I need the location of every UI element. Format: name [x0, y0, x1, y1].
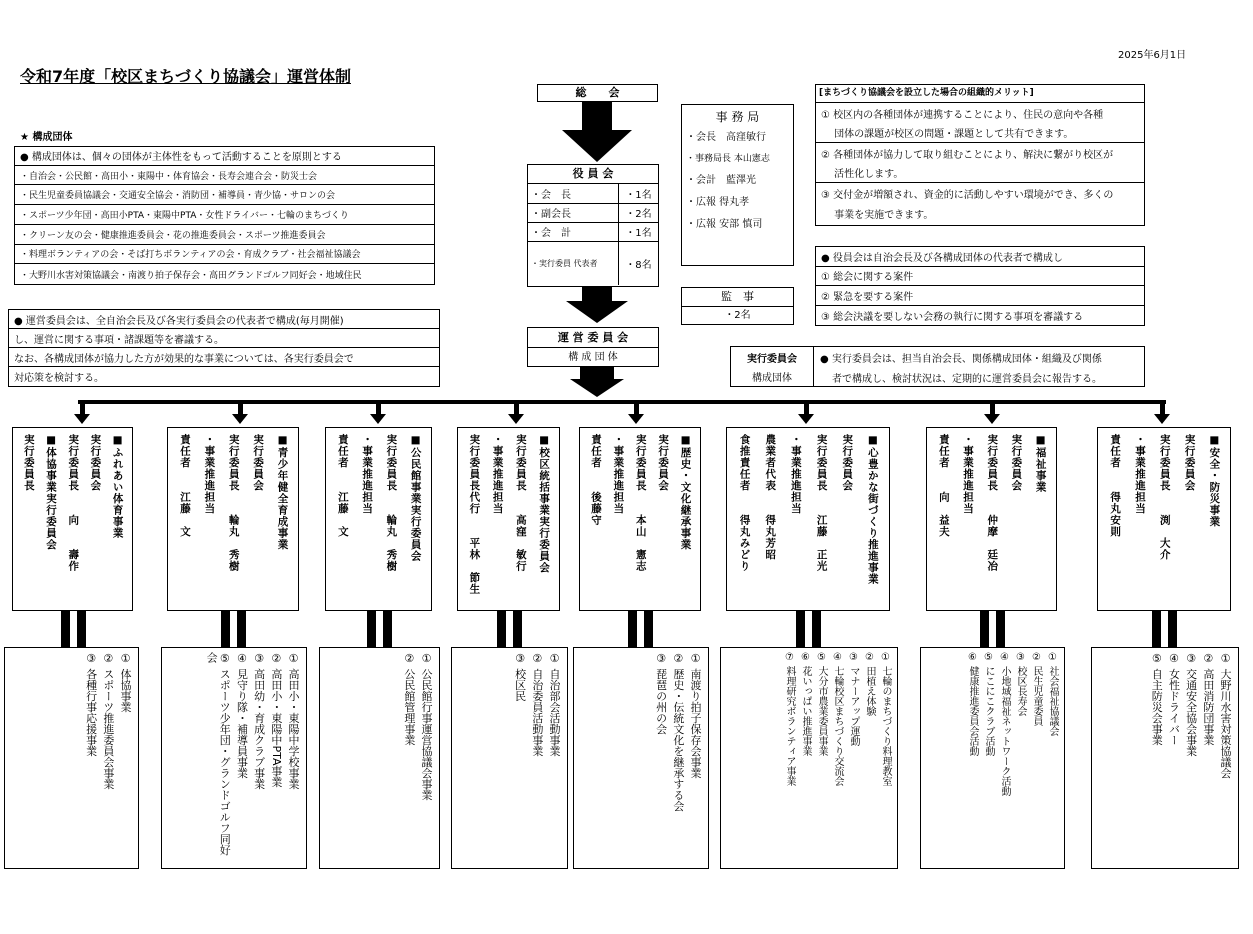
committee-text: 実行委員会: [841, 434, 854, 492]
project-item: ③ 校区民: [513, 652, 527, 702]
yakuin-count: ・8名: [625, 259, 652, 271]
project-item: ③ 琵琶の州の会: [654, 652, 668, 735]
committee-text: ■校区統括事業実行委員会: [538, 434, 551, 574]
yakuin-note-line: ② 緊急を要する案件: [816, 286, 1144, 306]
arrow-down-icon: [370, 414, 386, 424]
yakuin-count: ・2名: [625, 209, 652, 220]
committee-text: 実行委員長 輪丸 秀樹: [385, 434, 398, 572]
yakuin-note-line: ① 総会に関する案件: [816, 267, 1144, 287]
committee-text: 実行委員長 仲摩 廷冶: [986, 434, 999, 572]
arrow-down-icon: [508, 414, 524, 424]
project-item: ③ マナーアップ運動: [848, 652, 859, 747]
unei-box: [527, 327, 659, 367]
committee-text: ■青少年健全育成事業: [276, 434, 289, 551]
connector-bar: [367, 611, 376, 647]
project-item: ② 歴史・伝統文化を継承する会: [671, 652, 685, 812]
jimukyoku-member: ・会計 藍澤光: [686, 175, 756, 186]
connector-bar: [996, 611, 1005, 647]
committee-text: ■体協事業実行委員会: [45, 434, 58, 551]
connector-bar: [237, 611, 246, 647]
jimukyoku-member: ・会長 高窪敏行: [686, 132, 766, 143]
committee-box: [12, 427, 133, 611]
yakuin-note-line: ③ 総会決議を要しない会務の執行に関する事項を審議する: [821, 311, 1084, 323]
project-item: ② 田植え体験: [864, 652, 875, 717]
project-item: ① 自治部会活動事業: [548, 652, 561, 757]
members-row: ・自治会・公民館・高田小・東陽中・体育協会・長寿会連合会・防災士会: [15, 166, 434, 186]
committee-box: [325, 427, 432, 611]
unei-sub: 構 成 団 体: [568, 352, 618, 363]
connector-bar: [812, 611, 821, 647]
committee-box: [457, 427, 560, 611]
merit-line: ③ 交付金が増額され、資金的に活動しやすい環境ができ、多くの: [821, 189, 1114, 201]
committee-text: ・事業推進担当: [203, 434, 216, 515]
yakuin-count: ・1名: [625, 228, 652, 239]
project-item: ③ 高田幼・育成クラブ事業: [252, 652, 266, 790]
committee-text: 実行委員会: [89, 434, 102, 492]
unei-note-line: ● 運営委員会は、全自治会長及び各実行委員会の代表者で構成(毎月開催): [9, 310, 439, 329]
committee-text: ■安全・防災事業: [1208, 434, 1221, 528]
committee-text: 実行委員会: [1010, 434, 1023, 492]
project-item: ③ 交通安全協会事業: [1184, 652, 1198, 757]
project-list: [1091, 647, 1239, 869]
project-item: ① 高田小・東陽中学校事業: [287, 652, 300, 790]
connector-bar: [383, 611, 392, 647]
project-item: ① 大野川水害対策協議会: [1219, 652, 1232, 779]
project-list: [4, 647, 139, 869]
committee-text: 実行委員会: [1183, 434, 1196, 492]
kanji-title: 監 事: [682, 288, 793, 307]
committee-text: ・事業推進担当: [361, 434, 374, 515]
merit-box: [815, 84, 1145, 226]
project-item: ① 公民館行事運営協議会事業: [420, 652, 433, 801]
project-item: ① 南渡り拍子保存会事業: [689, 652, 702, 779]
jikko-note-line: 者で構成し、検討状況は、定期的に運営委員会に報告する。: [832, 374, 1102, 385]
committee-text: ・事業推進担当: [962, 434, 975, 515]
project-item: ② 公民館管理事業: [402, 652, 416, 746]
committee-text: ■公民館事業実行委員会: [409, 434, 422, 562]
members-row: ・料理ボランティアの会・そば打ちボランティアの会・育成クラブ・社会福祉協議会: [15, 245, 434, 265]
committee-text: 実行委員長: [22, 434, 35, 492]
members-box: [14, 146, 435, 285]
committee-text: 実行委員長 江藤 正光: [815, 434, 828, 572]
project-list: [573, 647, 709, 869]
committee-text: ・事業推進担当: [612, 434, 625, 515]
connector-bar: [1168, 611, 1177, 647]
committee-text: 実行委員長 輪丸 秀樹: [227, 434, 240, 572]
project-item: ① 社会福祉協議会: [1047, 652, 1058, 737]
yakuin-role: ・会 計: [528, 222, 619, 241]
arrow-down-icon: [232, 414, 248, 424]
merit-line: 事業を実施できます。: [821, 209, 934, 221]
arrow-icon: [570, 379, 624, 397]
yakuin-count: ・1名: [625, 189, 652, 201]
arrow-down-icon: [74, 414, 90, 424]
date: 2025年6月1日: [1118, 50, 1187, 61]
committee-text: ■ふれあい体育事業: [111, 434, 124, 539]
members-row: ・大野川水害対策協議会・南渡り拍子保存会・高田グランドゴルフ同好会・地域住民: [20, 270, 362, 281]
jimukyoku-member: ・広報 得丸孝: [686, 197, 750, 208]
unei-note-line: し、運営に関する事項・諸課題等を審議する。: [9, 329, 439, 348]
arrow-down-icon: [1154, 414, 1170, 424]
yakuin-role: ・副会長: [528, 203, 619, 222]
project-item: ① 体協事業: [119, 652, 132, 713]
jikko-label: 実行委員会: [747, 354, 797, 365]
yakuinkai-box: [527, 164, 659, 287]
members-row: ● 構成団体は、個々の団体が主体性をもって活動することを原則とする: [15, 147, 434, 166]
project-item: ⑦ 料理研究ボランティア事業: [784, 652, 795, 787]
members-row: ・スポーツ少年団・高田小PTA・東陽中PTA・女性ドライバー・七輪のまちづくり: [15, 205, 434, 225]
arrow-down-icon: [628, 414, 644, 424]
merit-title: [まちづくり協議会を設立した場合の組織的メリット]: [816, 85, 1144, 103]
unei-note-line: なお、各構成団体が協力した方が効果的な事業については、各実行委員会で: [9, 348, 439, 367]
committee-text: 実行委員会: [657, 434, 670, 492]
project-item: ② 民生児童委員: [1031, 652, 1042, 727]
merit-line: 活性化します。: [816, 163, 1144, 183]
committee-box: [1097, 427, 1231, 611]
connector-bar: [796, 611, 805, 647]
project-item: ⑤ 自主防災会事業: [1150, 652, 1164, 746]
jimukyoku-title: 事 務 局: [715, 110, 760, 124]
committee-text: 実行委員長 高窪 敏行: [514, 434, 527, 572]
committee-text: 責任者 向 益夫: [937, 434, 950, 538]
jimukyoku-member: ・広報 安部 慎司: [686, 219, 763, 230]
connector-bar: [513, 611, 522, 647]
jikko-box: [730, 346, 1145, 387]
connector-bar: [77, 611, 86, 647]
project-item: ② スポーツ推進委員会事業: [101, 652, 115, 790]
project-list: [161, 647, 307, 869]
yakuin-note-box: [815, 246, 1145, 326]
jikko-sub: 構成団体: [752, 373, 792, 384]
project-item: ③ 各種行事応援事業: [84, 652, 98, 757]
merit-line: 団体の課題が校区の問題・課題として共有できます。: [816, 123, 1144, 143]
committee-text: 農業者代表 得丸芳昭: [764, 434, 777, 561]
project-item: ④ 見守り隊・補導員事業: [235, 652, 249, 779]
committee-text: 実行委員長代行 平林 節生: [468, 434, 481, 595]
committee-text: 実行委員長 向 壽作: [67, 434, 80, 572]
page-title: 令和7年度「校区まちづくり協議会」運営体制: [20, 67, 351, 86]
connector-bar: [628, 611, 637, 647]
connector-bar: [221, 611, 230, 647]
kanji-count: ・2名: [724, 310, 751, 321]
project-item: ① 七輪のまちづくり料理教室: [880, 652, 891, 787]
project-list: [451, 647, 568, 869]
unei-note-box: [8, 309, 440, 387]
soukai-box: 総 会: [537, 84, 658, 102]
members-row: ・クリーン友の会・健康推進委員会・花の推進委員会・スポーツ推進委員会: [15, 225, 434, 245]
committee-text: 責任者 得丸安則: [1109, 434, 1122, 538]
connector-bar: [61, 611, 70, 647]
committee-text: 食推責任者 得丸みどり: [738, 434, 751, 572]
project-item: ④ 女性ドライバー: [1167, 652, 1181, 746]
merit-line: ② 各種団体が協力して取り組むことにより、解決に繋がり校区が: [821, 149, 1114, 161]
committee-text: ・事業推進担当: [1133, 434, 1146, 515]
project-item: ② 高田消防団事業: [1201, 652, 1215, 746]
committee-box: [726, 427, 890, 611]
project-item: ② 高田小・東陽中PTA事業: [269, 652, 283, 788]
committee-text: ■心豊かな街づくり推進事業: [866, 434, 879, 585]
connector-bar: [1152, 611, 1161, 647]
members-header: ★ 構成団体: [20, 132, 73, 143]
merit-line: ① 校区内の各種団体が連携することにより、住民の意向や各種: [821, 109, 1104, 121]
project-list: [720, 647, 898, 869]
yakuin-role: ・会 長: [528, 184, 619, 203]
connector-bar: [980, 611, 989, 647]
committee-text: 責任者 江藤 文: [336, 434, 349, 538]
yakuinkai-title: 役 員 会: [528, 165, 658, 184]
committee-text: 責任者 後藤守: [589, 434, 602, 526]
project-item: ② 自治委員活動事業: [530, 652, 544, 757]
committee-text: ■福祉事業: [1034, 434, 1047, 493]
project-list: [920, 647, 1065, 869]
committee-box: [926, 427, 1057, 611]
yakuin-note-line: ● 役員会は自治会長及び各構成団体の代表者で構成し: [816, 247, 1144, 267]
project-item: ④ 小地域福祉ネットワーク活動: [999, 652, 1010, 797]
project-item: ⑤ 大分市農業委員事業: [816, 652, 827, 757]
members-row: ・民生児童委員協議会・交通安全協会・消防団・補導員・青少協・サロンの会: [15, 185, 434, 205]
arrow-down-icon: [984, 414, 1000, 424]
project-item: ⑥ 健康推進委員会活動: [967, 652, 978, 757]
project-item: ③ 校区長寿会: [1015, 652, 1026, 717]
connector-bar: [644, 611, 653, 647]
arrow-icon: [562, 130, 632, 162]
kanji-box: [681, 287, 794, 325]
committee-text: 実行委員長 渕 大介: [1158, 434, 1171, 561]
project-list: [319, 647, 440, 869]
committee-text: 責任者 江藤 文: [178, 434, 191, 538]
committee-box: [579, 427, 701, 611]
committee-text: ■歴史・文化継承事業: [679, 434, 692, 551]
committee-text: ・事業推進担当: [789, 434, 802, 515]
committee-text: 実行委員長 本山 憲志: [634, 434, 647, 572]
connector-bar: [497, 611, 506, 647]
unei-note-line: 対応策を検討する。: [14, 373, 104, 384]
committee-box: [167, 427, 299, 611]
project-item: ⑥ 花いっぱい推進事業: [800, 652, 811, 757]
unei-title: 運 営 委 員 会: [528, 328, 658, 348]
jimukyoku-member: ・事務局長 本山憲志: [686, 154, 770, 164]
jikko-note-line: ● 実行委員会は、担当自治会長、関係構成団体・組織及び関係: [820, 354, 1102, 365]
project-item: ⑤ にこにこクラブ活動: [983, 652, 994, 757]
committee-text: ・事業推進担当: [491, 434, 504, 515]
project-item: ⑤ スポーツ少年団・グランドゴルフ同好会: [205, 652, 232, 856]
project-item: ④ 七輪校区まちづくり交流会: [832, 652, 843, 787]
arrow-icon: [566, 301, 628, 323]
arrow-down-icon: [798, 414, 814, 424]
committee-text: 実行委員会: [252, 434, 265, 492]
jimukyoku-box: [681, 104, 794, 266]
yakuin-role: ・実行委員 代表者: [528, 241, 619, 285]
